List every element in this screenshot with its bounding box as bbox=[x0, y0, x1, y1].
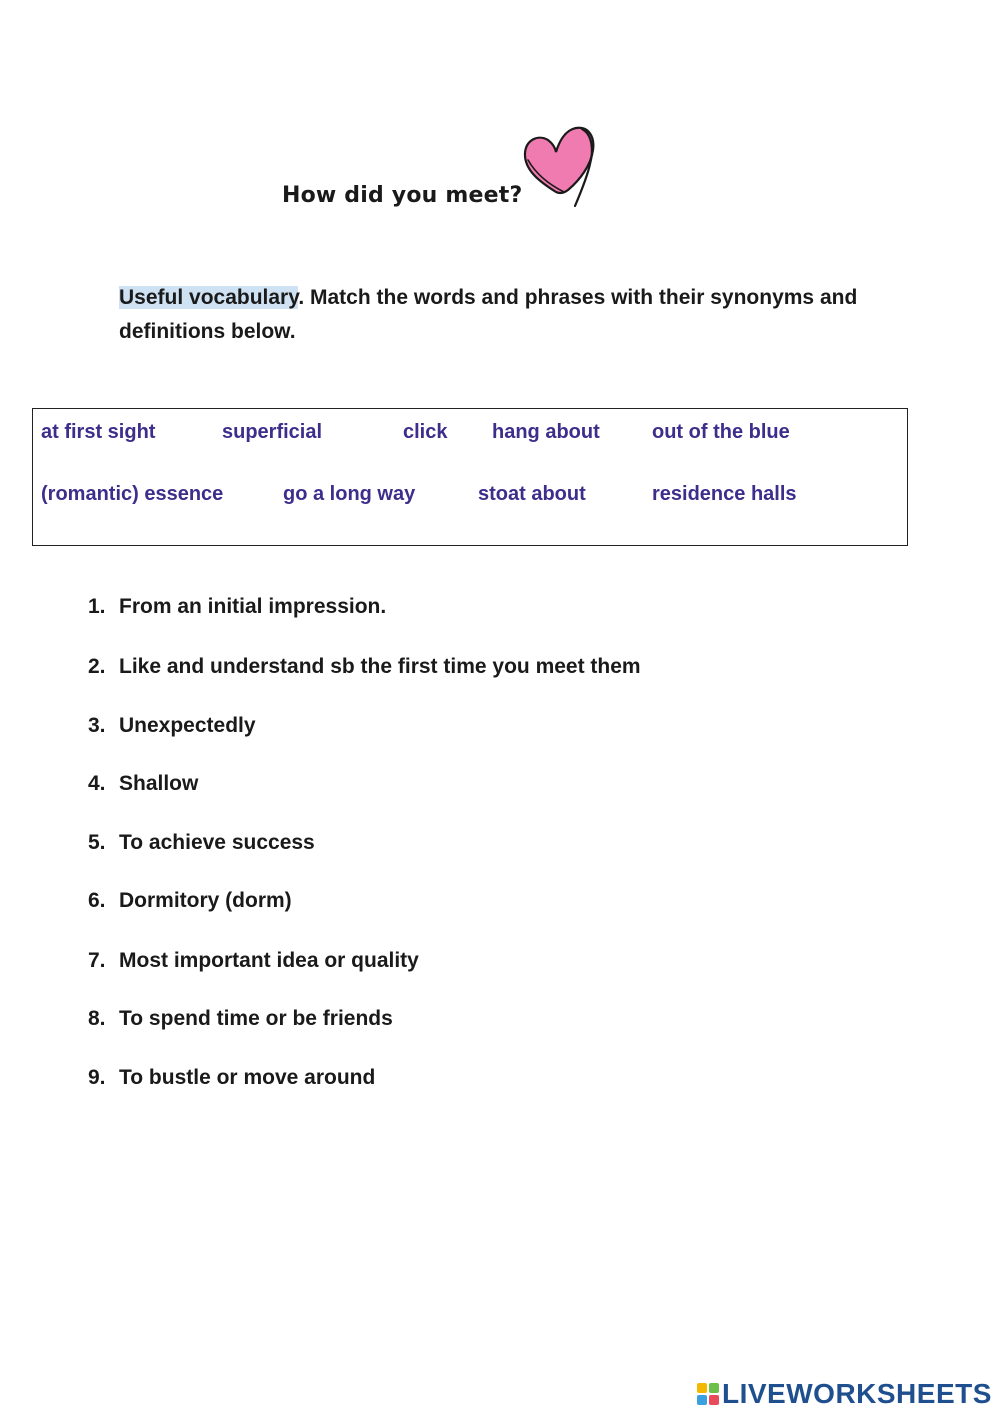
definition-item bbox=[88, 1066, 375, 1090]
definition-number: 1. bbox=[88, 595, 106, 618]
definition-item bbox=[88, 1007, 393, 1031]
definition-item bbox=[88, 655, 641, 679]
definition-item bbox=[88, 889, 292, 913]
definition-text: Dormitory (dorm) bbox=[119, 889, 292, 912]
instructions-text: . Match the words and phrases with their synonyms and definitions below. bbox=[119, 286, 858, 343]
heart-icon bbox=[518, 120, 600, 212]
liveworksheets-logo-icon bbox=[697, 1383, 719, 1405]
definition-number: 3. bbox=[88, 714, 106, 737]
page-title: How did you meet? bbox=[282, 183, 523, 208]
definition-text: To bustle or move around bbox=[119, 1066, 376, 1089]
definition-text: Shallow bbox=[119, 772, 199, 795]
liveworksheets-logo[interactable] bbox=[697, 1378, 992, 1410]
logo-text: LIVEWORKSHEETS bbox=[722, 1378, 992, 1409]
definition-item bbox=[88, 831, 315, 855]
word-bank-item: hang about bbox=[492, 421, 600, 443]
word-bank-item: out of the blue bbox=[652, 421, 790, 443]
definition-item bbox=[88, 772, 198, 796]
definition-item bbox=[88, 595, 386, 619]
word-bank-item: superficial bbox=[222, 421, 323, 443]
definition-number: 2. bbox=[88, 655, 106, 678]
definition-number: 6. bbox=[88, 889, 106, 912]
instructions bbox=[119, 281, 859, 349]
word-bank-item: at first sight bbox=[41, 421, 156, 443]
definition-item bbox=[88, 949, 419, 973]
word-bank-item: (romantic) essence bbox=[41, 483, 224, 505]
word-bank-item: stoat about bbox=[478, 483, 586, 505]
definition-text: Most important idea or quality bbox=[119, 949, 419, 972]
instructions-highlight: Useful vocabulary bbox=[119, 286, 299, 309]
definition-number: 8. bbox=[88, 1007, 106, 1030]
definition-text: Unexpectedly bbox=[119, 714, 256, 737]
definition-text: To achieve success bbox=[119, 831, 315, 854]
word-bank-item: residence halls bbox=[652, 483, 797, 505]
word-bank-box bbox=[32, 408, 908, 546]
definition-number: 9. bbox=[88, 1066, 106, 1089]
definition-text: To spend time or be friends bbox=[119, 1007, 393, 1030]
definition-number: 7. bbox=[88, 949, 106, 972]
definition-text: From an initial impression. bbox=[119, 595, 387, 618]
definition-item bbox=[88, 714, 256, 738]
word-bank-item: go a long way bbox=[283, 483, 416, 505]
definition-number: 5. bbox=[88, 831, 106, 854]
word-bank-item: click bbox=[403, 421, 448, 443]
definition-number: 4. bbox=[88, 772, 106, 795]
definition-text: Like and understand sb the first time you meet them bbox=[119, 655, 641, 678]
